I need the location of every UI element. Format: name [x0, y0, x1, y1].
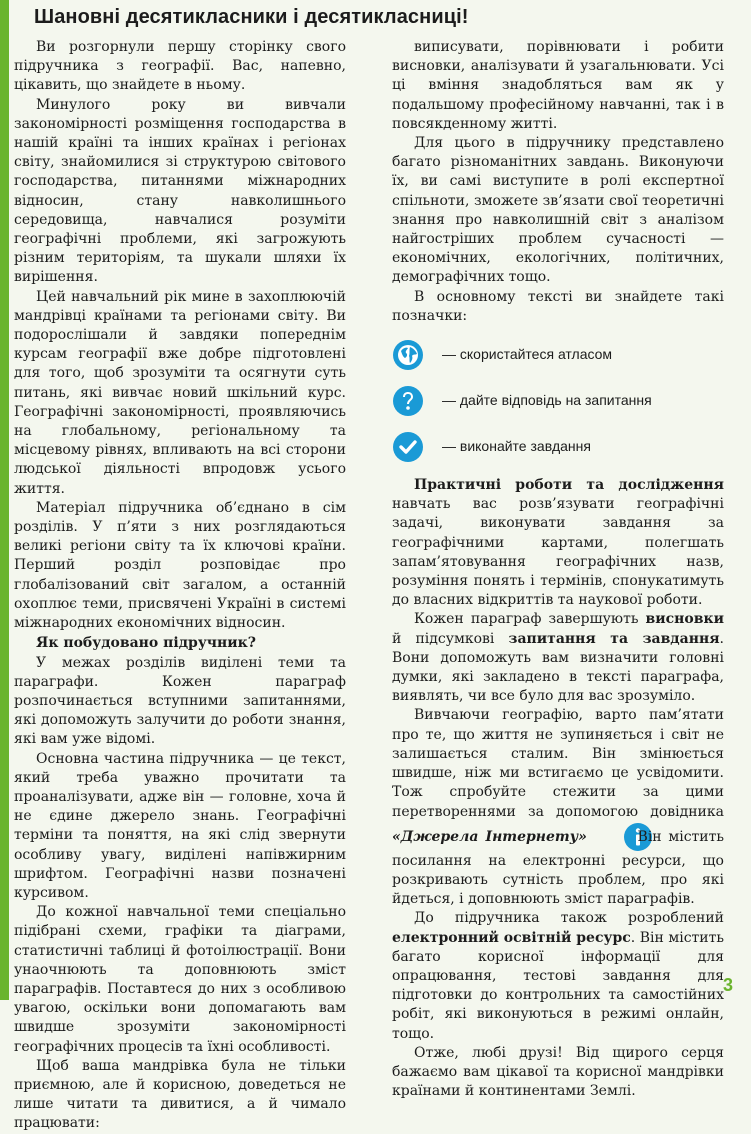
- globe-icon: [392, 339, 424, 371]
- paragraph: Цей навчальний рік мине в захоплюючій мандрівці країнами та регіонами світу. Ви подорослішали й завдяки попереднім курсам географії вже добре підготовлені для того, щоб зрозуміти та осягнути суть питань, які вивчає новий шкільний курс. Географічні закономірності, проявляючись на глобальному, регіональному та місцевому рівнях, впливають на всі сторони людської діяльності впродовж усього життя.: [14, 288, 346, 497]
- right-column: [392, 38, 724, 1101]
- text: . Вони допоможуть вам визначити головні думки, які закладено в тексті параграфа, виявлять, чи все було для вас зрозуміло.: [392, 630, 724, 705]
- paragraph: У межах розділів виділені теми та параграфи. Кожен параграф розпочинається вступними запитаннями, які допоможуть залучити до роботи знання, які вам уже відомі.: [14, 654, 346, 748]
- legend-row-task: [392, 427, 724, 467]
- bold-term: «Джерела Інтернету»: [392, 828, 587, 845]
- paragraph: Минулого року ви вивчали закономірності розміщення господарства в нашій країні та інших країнах і регіонах світу, знайомилися зі структурою світового господарства, питаннями міжнародних відносин, стану навколишнього середовища, навчалися розуміти географічні проблеми, які загрожують різним територіям, та шукали шляхи їх вирішення.: [14, 96, 346, 286]
- paragraph: [392, 476, 724, 610]
- question-icon: [392, 385, 424, 417]
- bold-term: Практичні роботи та дослідження: [414, 477, 724, 494]
- bold-term: висновки: [645, 611, 724, 628]
- text: навчать вас розв’язувати географічні задачі, виконувати завдання за географічними картами, полегшать запам’ятовування географічних назв, розуміння понять і термінів, спонукатимуть до власних відкриттів та наукової роботи.: [392, 496, 724, 609]
- left-column: [14, 38, 346, 1134]
- legend-row-question: [392, 381, 724, 421]
- paragraph: [392, 706, 724, 909]
- legend-label: — дайте відповідь на запитання: [442, 392, 652, 409]
- text: . Він містить багато корисної інформації для опрацювання, тестові завдання для підготовки до контрольних та самостійних робіт, які виконуються в режимі онлайн, тощо.: [392, 929, 724, 1042]
- legend-row-atlas: [392, 335, 724, 375]
- text: До підручника також розроблений: [414, 910, 724, 927]
- check-icon: [392, 431, 424, 463]
- bold-term: електронний освітній ресурс: [392, 929, 631, 946]
- text: Кожен параграф завершують: [414, 611, 646, 628]
- legend-icons: [392, 335, 724, 467]
- paragraph: Матеріал підручника об’єднано в сім розділів. У п’яти з них розглядаються великі регіони світу та їх ключові країни. Перший розділ розповідає про глобалізований світ загалом, а останній охоплює теми, присвячені Україні в системі міжнародних економічних відносин.: [14, 499, 346, 632]
- bold-term: запитання та завдання: [508, 630, 720, 647]
- paragraph: Щоб ваша мандрівка була не тільки приємною, але й корисною, доведеться не лише читати та дивитися, а й чимало працювати:: [14, 1057, 346, 1132]
- legend-label: — виконайте завдання: [442, 438, 591, 455]
- text: Він містить посилання на електронні ресурси, що розкривають сутність проблем, про які йдеться, і доповнюють зміст параграфів.: [392, 828, 724, 908]
- paragraph: В основному тексті ви знайдете такі позначки:: [392, 288, 724, 324]
- text: Вивчаючи географію, варто пам’ятати про те, що життя не зупиняється і світ не залишається сталим. Він змінюється швидше, ніж ми встигаємо це усвідомити. Тож спробуйте стежити за цими перетвореннями за допомогою довідника: [392, 707, 724, 820]
- paragraph: Для цього в підручнику представлено багато різноманітних завдань. Виконуючи їх, ви самі виступите в ролі експертної спільноти, зможете зв’язати свої теоретичні знання про навколишній світ з аналізом найгостріших проблем сучасності — економічних, екологічних, політичних, демографічних тощо.: [392, 135, 724, 286]
- text: й підсумкові: [392, 630, 509, 647]
- legend-label: — скористайтеся атласом: [442, 346, 613, 363]
- page-number: 3: [722, 975, 733, 995]
- page-title: Шановні десятикласники і десятикласниці!: [34, 6, 469, 28]
- paragraph: [392, 610, 724, 706]
- paragraph: Ви розгорнули першу сторінку свого підручника з географії. Вас, напевно, цікавить, що знайдете в ньому.: [14, 39, 346, 94]
- paragraph: До кожної навчальної теми спеціально підібрані схеми, графіки та діаграми, статистичні таблиці й фотоілюстрації. Вони унаочнюють та доповнюють зміст параграфів. Поставтеся до них з особливою увагою, оскільки вони допомагають вам швидше зрозуміти закономірності географічних процесів та їхні особливості.: [14, 904, 346, 1055]
- paragraph: Отже, любі друзі! Від щирого серця бажаємо вам цікавої та корисної мандрівки країнами й континентами Землі.: [392, 1044, 724, 1100]
- paragraph: виписувати, порівнювати і робити висновки, аналізувати й узагальнювати. Усі ці вміння знадобляться вам як у подальшому професійному навчанні, так і в повсякденному житті.: [392, 39, 724, 132]
- green-accent-bar: [0, 0, 9, 1000]
- info-icon: [601, 822, 631, 852]
- paragraph: Основна частина підручника — це текст, який треба уважно прочитати та проаналізувати, адже він — головне, хоча й не єдине джерело знань. Географічні терміни та поняття, на які слід звернути особливу увагу, виділені напівжирним шрифтом. Географічні назви позначені курсивом.: [14, 750, 346, 901]
- section-heading: Як побудовано підручник?: [36, 635, 256, 652]
- paragraph: [392, 909, 724, 1043]
